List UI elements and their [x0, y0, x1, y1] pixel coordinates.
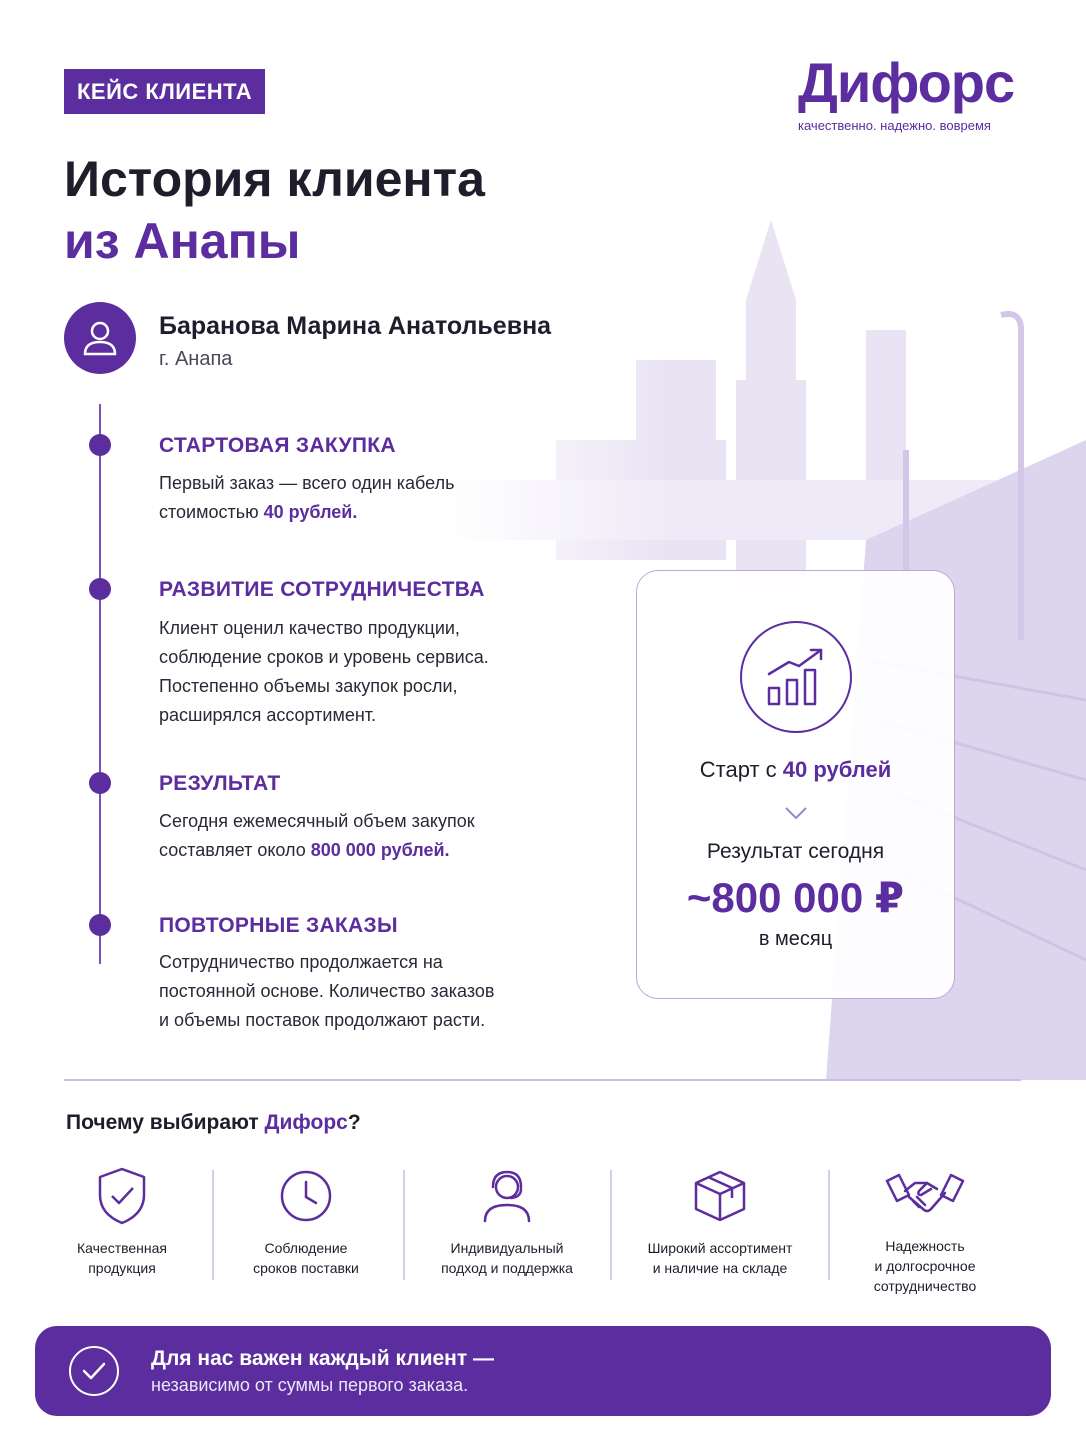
feature-separator [828, 1170, 830, 1280]
page-title [64, 148, 485, 272]
handshake-icon [885, 1169, 965, 1223]
feature-label: Качественная [76, 1240, 168, 1256]
client-name: Баранова Марина Анатольевна [159, 312, 552, 340]
stage-text-line: соблюдение сроков и уровень сервиса. [159, 647, 489, 667]
section-divider [64, 1079, 1021, 1081]
stage-text [159, 948, 539, 1035]
feature-item [850, 1166, 1000, 1296]
banner-headline: Для нас важен каждый клиент — [151, 1347, 494, 1370]
feature-separator [403, 1170, 405, 1280]
stage-highlight: 800 000 рублей. [310, 840, 450, 860]
timeline-dot [89, 772, 111, 794]
bottom-banner [35, 1326, 1051, 1416]
card-start-text [637, 757, 954, 783]
timeline-line [99, 404, 101, 964]
feature-separator [610, 1170, 612, 1280]
check-circle-icon [69, 1346, 119, 1396]
stage-text-line: стоимостью [159, 502, 264, 522]
timeline-dot [89, 434, 111, 456]
stage-title: СТАРТОВАЯ ЗАКУПКА [159, 434, 396, 457]
avatar [64, 302, 136, 374]
chevron-down-icon [784, 805, 808, 821]
stage-title: ПОВТОРНЫЕ ЗАКАЗЫ [159, 914, 398, 937]
feature-label: подход и поддержка [441, 1260, 573, 1276]
feature-label: Надежность [885, 1238, 965, 1254]
feature-label: Соблюдение [264, 1240, 348, 1256]
stage-text [159, 614, 539, 730]
stage-text-line: и объемы поставок продолжают расти. [159, 1010, 486, 1030]
timeline-dot [89, 914, 111, 936]
stage-text-line: составляет около [159, 840, 311, 860]
title-line-2: из Анапы [64, 213, 301, 269]
feature-label: сотрудничество [873, 1278, 977, 1294]
stage-text-line: постоянной основе. Количество заказов [159, 981, 495, 1001]
box-icon [692, 1168, 748, 1224]
client-city: г. Анапа [159, 348, 233, 370]
why-heading [66, 1111, 361, 1135]
why-suffix: ? [347, 1111, 361, 1134]
card-result-value: ~800 000 ₽ [686, 874, 905, 921]
stage-text [159, 469, 539, 527]
stage-text-line: Сегодня ежемесячный объем закупок [159, 811, 475, 831]
feature-label: Индивидуальный [450, 1240, 564, 1256]
shield-check-icon [95, 1166, 149, 1226]
feature-item [630, 1166, 810, 1278]
user-icon [80, 318, 120, 358]
stage-text-line: Постепенно объемы закупок росли, [159, 676, 458, 696]
stage-highlight: 40 рублей. [263, 502, 358, 522]
feature-label: сроков поставки [253, 1260, 359, 1276]
stage-text-line: Первый заказ — всего один кабель [159, 473, 455, 493]
growth-chart-icon [740, 621, 852, 733]
feature-label: и наличие на складе [652, 1260, 788, 1276]
clock-icon [278, 1168, 334, 1224]
card-result-label: Результат сегодня [706, 840, 885, 863]
stage-title: РЕЗУЛЬТАТ [159, 772, 281, 795]
logo-tagline: качественно. надежно. вовремя [798, 118, 991, 133]
feature-item [422, 1166, 592, 1278]
card-period: в месяц [758, 928, 833, 950]
feature-item [52, 1166, 192, 1278]
stage-text [159, 807, 539, 865]
banner-subtext: независимо от суммы первого заказа. [151, 1375, 469, 1395]
timeline-dot [89, 578, 111, 600]
brand-logo [798, 50, 1028, 133]
feature-label: Широкий ассортимент [647, 1240, 793, 1256]
stage-text-line: расширялся ассортимент. [159, 705, 377, 725]
card-start-prefix: Старт с [699, 757, 783, 782]
person-support-icon [479, 1167, 535, 1225]
stage-text-line: Клиент оценил качество продукции, [159, 618, 460, 638]
feature-label: продукция [88, 1260, 156, 1276]
why-prefix: Почему выбирают [66, 1111, 265, 1134]
feature-separator [212, 1170, 214, 1280]
why-brand: Дифорс [264, 1111, 348, 1134]
logo-name: Дифорс [798, 51, 1015, 114]
card-start-value: 40 рублей [782, 757, 892, 782]
feature-label: и долгосрочное [874, 1258, 976, 1274]
result-card [636, 570, 955, 999]
feature-item [231, 1166, 381, 1278]
stage-title: РАЗВИТИЕ СОТРУДНИЧЕСТВА [159, 578, 485, 601]
stage-text-line: Сотрудничество продолжается на [159, 952, 443, 972]
title-line-1: История клиента [64, 151, 485, 207]
case-badge: КЕЙС КЛИЕНТА [64, 69, 265, 114]
